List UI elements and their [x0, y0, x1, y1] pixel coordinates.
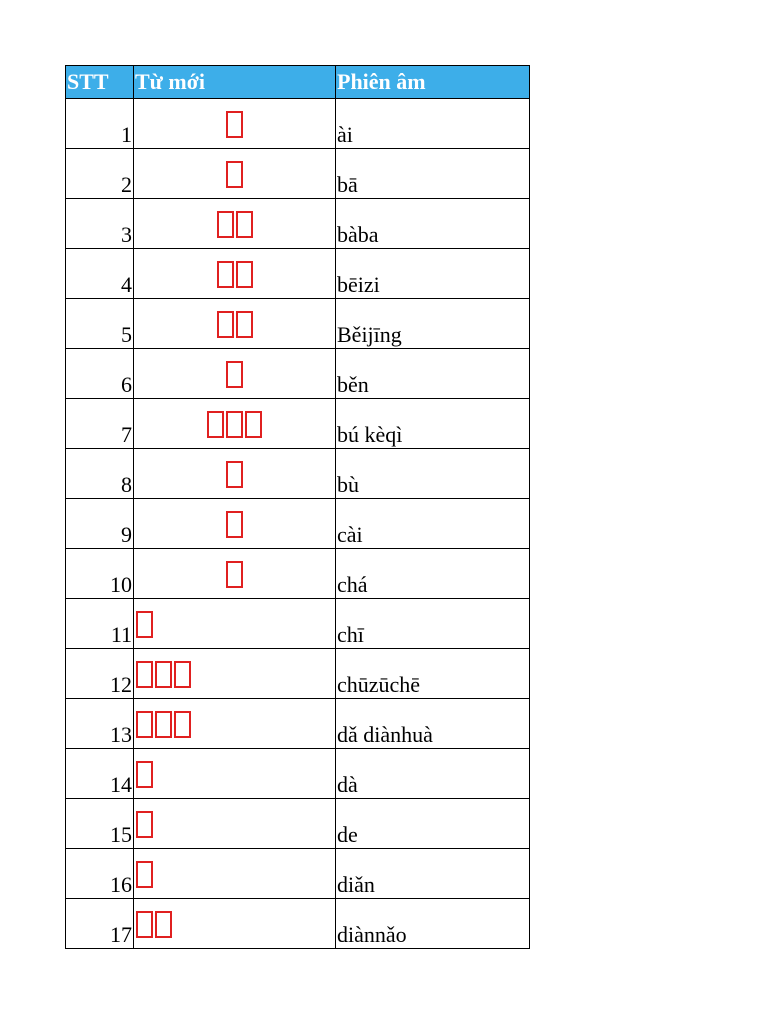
new-word-cell — [134, 549, 336, 599]
pinyin-cell: ài — [336, 99, 530, 149]
header-new-word: Từ mới — [134, 66, 336, 99]
pinyin-cell: bēizi — [336, 249, 530, 299]
missing-glyph-icon — [136, 861, 153, 888]
new-word-cell — [134, 599, 336, 649]
new-word-cell — [134, 649, 336, 699]
pinyin-cell: dà — [336, 749, 530, 799]
pinyin-cell: bā — [336, 149, 530, 199]
row-number: 15 — [66, 799, 134, 849]
missing-glyph-icon — [155, 711, 172, 738]
pinyin-cell: dǎ diànhuà — [336, 699, 530, 749]
table-row — [66, 649, 530, 699]
row-number: 5 — [66, 299, 134, 349]
missing-glyph-icon — [155, 911, 172, 938]
pinyin-cell: cài — [336, 499, 530, 549]
missing-glyph-icon — [226, 411, 243, 438]
row-number: 13 — [66, 699, 134, 749]
pinyin-cell: diǎn — [336, 849, 530, 899]
row-number: 1 — [66, 99, 134, 149]
table-row — [66, 199, 530, 249]
table-row — [66, 599, 530, 649]
row-number: 17 — [66, 899, 134, 949]
new-word-cell — [134, 99, 336, 149]
table-row — [66, 499, 530, 549]
missing-glyph-icon — [236, 211, 253, 238]
row-number: 3 — [66, 199, 134, 249]
header-stt: STT — [66, 66, 134, 99]
new-word-cell — [134, 899, 336, 949]
new-word-cell — [134, 249, 336, 299]
row-number: 9 — [66, 499, 134, 549]
missing-glyph-icon — [217, 261, 234, 288]
missing-glyph-icon — [226, 111, 243, 138]
table-row — [66, 399, 530, 449]
pinyin-cell: bù — [336, 449, 530, 499]
missing-glyph-icon — [155, 661, 172, 688]
row-number: 8 — [66, 449, 134, 499]
row-number: 16 — [66, 849, 134, 899]
missing-glyph-icon — [136, 611, 153, 638]
new-word-cell — [134, 749, 336, 799]
new-word-cell — [134, 499, 336, 549]
missing-glyph-icon — [226, 361, 243, 388]
row-number: 7 — [66, 399, 134, 449]
missing-glyph-icon — [174, 711, 191, 738]
missing-glyph-icon — [136, 811, 153, 838]
pinyin-cell: chá — [336, 549, 530, 599]
missing-glyph-icon — [245, 411, 262, 438]
row-number: 6 — [66, 349, 134, 399]
pinyin-cell: chī — [336, 599, 530, 649]
table-body — [66, 99, 530, 949]
new-word-cell — [134, 699, 336, 749]
missing-glyph-icon — [217, 211, 234, 238]
new-word-cell — [134, 799, 336, 849]
table-row — [66, 799, 530, 849]
missing-glyph-icon — [236, 261, 253, 288]
table-header — [66, 66, 530, 99]
missing-glyph-icon — [226, 561, 243, 588]
missing-glyph-icon — [136, 661, 153, 688]
new-word-cell — [134, 199, 336, 249]
row-number: 4 — [66, 249, 134, 299]
new-word-cell — [134, 299, 336, 349]
header-row — [66, 66, 530, 99]
row-number: 2 — [66, 149, 134, 199]
table-row — [66, 149, 530, 199]
new-word-cell — [134, 849, 336, 899]
table-row — [66, 249, 530, 299]
table-row — [66, 749, 530, 799]
new-word-cell — [134, 149, 336, 199]
table-row — [66, 699, 530, 749]
table-row — [66, 549, 530, 599]
table-row — [66, 299, 530, 349]
missing-glyph-icon — [207, 411, 224, 438]
missing-glyph-icon — [236, 311, 253, 338]
row-number: 11 — [66, 599, 134, 649]
missing-glyph-icon — [136, 711, 153, 738]
table-row — [66, 899, 530, 949]
new-word-cell — [134, 399, 336, 449]
row-number: 14 — [66, 749, 134, 799]
missing-glyph-icon — [136, 911, 153, 938]
table-row — [66, 449, 530, 499]
pinyin-cell: Běijīng — [336, 299, 530, 349]
pinyin-cell: bú kèqì — [336, 399, 530, 449]
pinyin-cell: běn — [336, 349, 530, 399]
vocabulary-table — [65, 65, 530, 949]
table-row — [66, 99, 530, 149]
header-pinyin: Phiên âm — [336, 66, 530, 99]
new-word-cell — [134, 449, 336, 499]
missing-glyph-icon — [217, 311, 234, 338]
pinyin-cell: chūzūchē — [336, 649, 530, 699]
missing-glyph-icon — [226, 511, 243, 538]
table-row — [66, 849, 530, 899]
missing-glyph-icon — [174, 661, 191, 688]
missing-glyph-icon — [226, 461, 243, 488]
pinyin-cell: bàba — [336, 199, 530, 249]
missing-glyph-icon — [226, 161, 243, 188]
missing-glyph-icon — [136, 761, 153, 788]
pinyin-cell: de — [336, 799, 530, 849]
table-row — [66, 349, 530, 399]
pinyin-cell: diànnǎo — [336, 899, 530, 949]
row-number: 12 — [66, 649, 134, 699]
new-word-cell — [134, 349, 336, 399]
row-number: 10 — [66, 549, 134, 599]
